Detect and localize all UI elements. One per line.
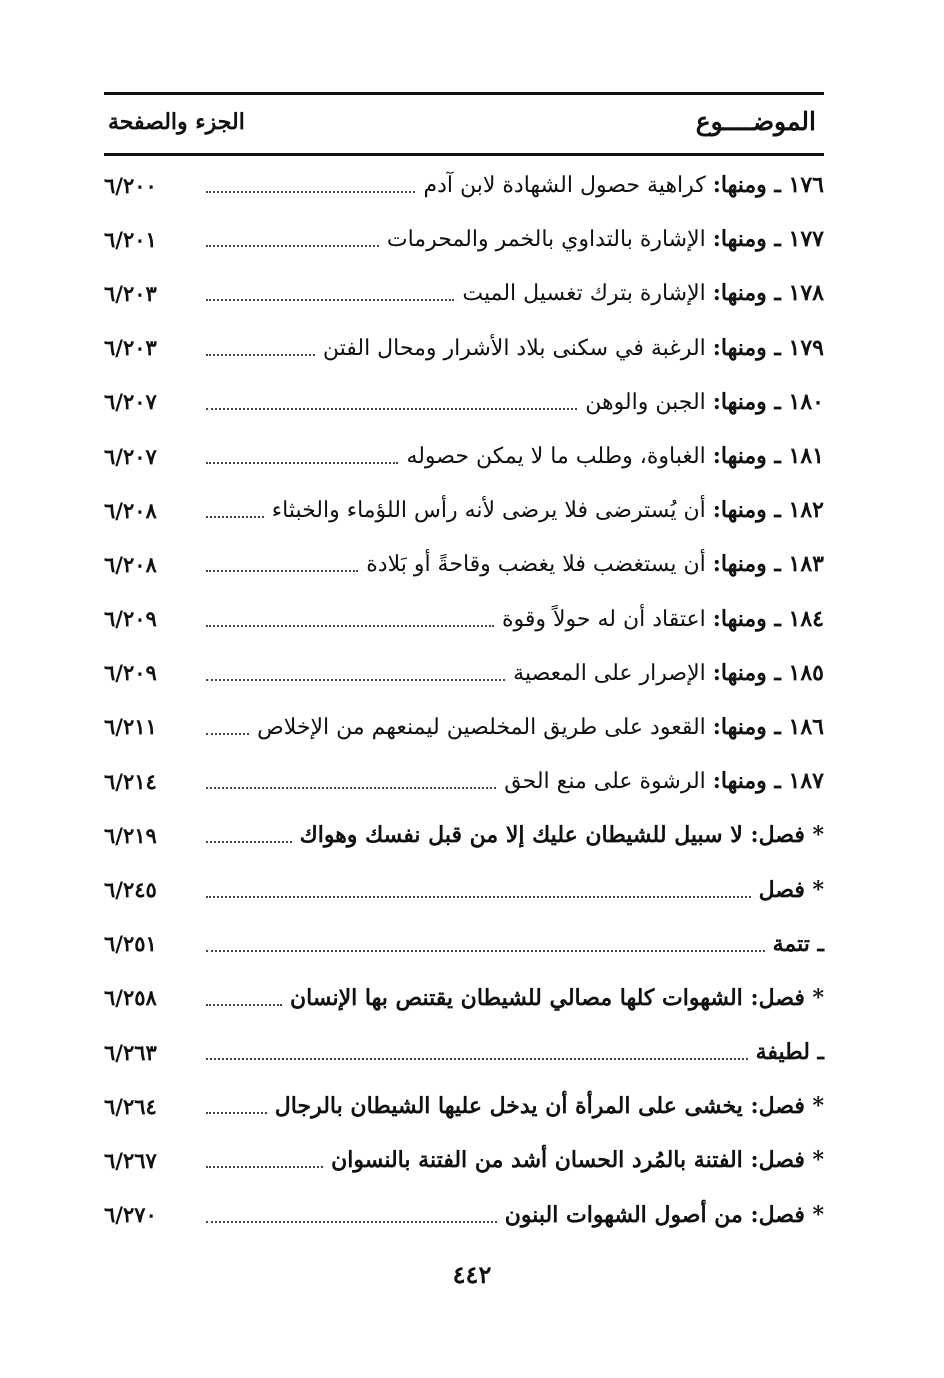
toc-entry-text: القعود على طريق المخلصين ليمنعهم من الإخلاص bbox=[257, 714, 713, 740]
toc-entry-lead: * فصل: bbox=[750, 1147, 824, 1174]
dot-leader bbox=[206, 191, 415, 193]
dot-leader bbox=[206, 787, 496, 789]
dot-leader bbox=[206, 733, 249, 735]
toc-entry-page-ref: ٦/٢٠٩ bbox=[104, 660, 157, 686]
toc-entry bbox=[104, 429, 824, 483]
toc-entry-text: اعتقاد أن له حولاً وقوة bbox=[501, 606, 713, 632]
toc-entry-text: الفتنة بالمُرد الحسان أشد من الفتنة بالنسوان bbox=[331, 1147, 751, 1174]
toc-entry-text: الرغبة في سكنى بلاد الأشرار ومحال الفتن bbox=[322, 335, 713, 361]
toc-entry-lead: ١٨١ ـ ومنها: bbox=[712, 443, 824, 470]
toc-entry-page-ref: ٦/٢٤٥ bbox=[104, 877, 157, 903]
toc-entry-text: الإصرار على المعصية bbox=[513, 660, 713, 686]
toc-entry-text: الغباوة، وطلب ما لا يمكن حصوله bbox=[406, 444, 713, 470]
dot-leader bbox=[206, 354, 315, 356]
toc-entry-lead: ١٧٩ ـ ومنها: bbox=[712, 334, 824, 361]
toc-entry bbox=[104, 917, 824, 971]
toc-entry-title bbox=[275, 1093, 824, 1119]
toc-entry-page-ref: ٦/٢١٤ bbox=[104, 768, 157, 794]
toc-entry bbox=[104, 862, 824, 916]
toc-entry-title bbox=[505, 1202, 824, 1228]
dot-leader bbox=[206, 570, 358, 572]
dot-leader bbox=[206, 1166, 323, 1168]
toc-entry-lead: * فصل bbox=[758, 876, 824, 903]
toc-entry-text: الجبن والوهن bbox=[585, 389, 713, 415]
toc-entry-lead: ١٨٠ ـ ومنها: bbox=[712, 388, 824, 415]
toc-entry bbox=[104, 700, 824, 754]
toc-entry bbox=[104, 1079, 824, 1133]
toc-entry-page-ref: ٦/٢٠٧ bbox=[104, 443, 157, 469]
toc-entry bbox=[104, 212, 824, 266]
toc-entry-text: من أصول الشهوات البنون bbox=[504, 1201, 751, 1228]
toc-entry-page-ref: ٦/٢٦٣ bbox=[104, 1039, 157, 1065]
toc-entry-page-ref: ٦/٢٠٨ bbox=[104, 497, 157, 523]
dot-leader bbox=[206, 1112, 267, 1114]
toc-entry-title bbox=[257, 714, 824, 740]
toc-entry-lead: ١٧٦ ـ ومنها: bbox=[712, 172, 824, 199]
toc-entry-lead: ١٨٧ ـ ومنها: bbox=[712, 768, 824, 795]
toc-entry-page-ref: ٦/٢٧٠ bbox=[104, 1202, 157, 1228]
toc-entry bbox=[104, 592, 824, 646]
toc-entry-lead: ـ لطيفة bbox=[755, 1039, 824, 1066]
toc-entry-title bbox=[387, 226, 824, 252]
dot-leader bbox=[206, 950, 765, 952]
table-of-contents bbox=[104, 158, 824, 1242]
toc-entry-page-ref: ٦/٢٠٣ bbox=[104, 280, 157, 306]
toc-entry-text: الإشارة بالتداوي بالخمر والمحرمات bbox=[386, 227, 713, 253]
toc-entry-page-ref: ٦/٢٥١ bbox=[104, 931, 157, 957]
toc-entry-title bbox=[759, 877, 824, 903]
toc-entry-title bbox=[366, 551, 824, 577]
toc-entry-page-ref: ٦/٢٠٧ bbox=[104, 389, 157, 415]
toc-entry-page-ref: ٦/٢٠٩ bbox=[104, 606, 157, 632]
dot-leader bbox=[206, 841, 292, 843]
dot-leader bbox=[206, 1058, 748, 1060]
toc-entry-title bbox=[323, 335, 824, 361]
header-part-page-label: الجزء والصفحة bbox=[108, 109, 245, 135]
toc-entry bbox=[104, 158, 824, 212]
toc-entry-lead: ـ تتمة bbox=[772, 930, 824, 957]
toc-entry-title bbox=[272, 497, 824, 523]
dot-leader bbox=[206, 625, 494, 627]
dot-leader bbox=[206, 299, 454, 301]
toc-entry bbox=[104, 808, 824, 862]
dot-leader bbox=[206, 408, 577, 410]
toc-entry-page-ref: ٦/٢٦٤ bbox=[104, 1093, 157, 1119]
dot-leader bbox=[206, 516, 264, 518]
toc-entry-title bbox=[290, 985, 824, 1011]
toc-entry bbox=[104, 321, 824, 375]
toc-entry-text: الإشارة بترك تغسيل الميت bbox=[462, 281, 713, 307]
toc-entry-text: كراهية حصول الشهادة لابن آدم bbox=[423, 173, 713, 199]
toc-entry-title bbox=[406, 443, 824, 469]
toc-entry bbox=[104, 646, 824, 700]
toc-entry-page-ref: ٦/٢٠٣ bbox=[104, 335, 157, 361]
toc-entry-text: لا سبيل للشيطان عليك إلا من قبل نفسك وهواك bbox=[299, 822, 751, 849]
dot-leader bbox=[206, 896, 751, 898]
toc-entry-title bbox=[502, 606, 824, 632]
toc-entry-lead: * فصل: bbox=[750, 1093, 824, 1120]
toc-entry-title bbox=[756, 1039, 824, 1065]
toc-entry-text: الرشوة على منع الحق bbox=[504, 769, 713, 795]
toc-entry bbox=[104, 1188, 824, 1242]
toc-entry bbox=[104, 483, 824, 537]
toc-entry bbox=[104, 971, 824, 1025]
toc-entry-text: الشهوات كلها مصالي للشيطان يقتنص بها الإنسان bbox=[289, 984, 751, 1011]
toc-entry bbox=[104, 754, 824, 808]
toc-entry-title bbox=[585, 389, 824, 415]
toc-entry-page-ref: ٦/٢٠٨ bbox=[104, 551, 157, 577]
toc-entry-title bbox=[423, 172, 824, 198]
toc-entry-lead: ١٧٧ ـ ومنها: bbox=[712, 226, 824, 253]
dot-leader bbox=[206, 462, 398, 464]
toc-entry-title bbox=[331, 1147, 824, 1173]
toc-entry-text: أن يستغضب فلا يغضب وقاحةً أو بَلادة bbox=[366, 552, 713, 578]
toc-entry-page-ref: ٦/٢٦٧ bbox=[104, 1147, 157, 1173]
toc-entry-lead: * فصل: bbox=[750, 984, 824, 1011]
toc-entry-lead: ١٨٦ ـ ومنها: bbox=[712, 713, 824, 740]
toc-entry-lead: ١٨٥ ـ ومنها: bbox=[712, 659, 824, 686]
toc-entry-lead: * فصل: bbox=[750, 1201, 824, 1228]
toc-entry-title bbox=[504, 768, 824, 794]
toc-entry-page-ref: ٦/٢٥٨ bbox=[104, 985, 157, 1011]
toc-entry-lead: ١٧٨ ـ ومنها: bbox=[712, 280, 824, 307]
toc-entry bbox=[104, 537, 824, 591]
toc-entry-title bbox=[513, 660, 824, 686]
toc-entry-page-ref: ٦/٢٠٠ bbox=[104, 172, 157, 198]
dot-leader bbox=[206, 245, 379, 247]
toc-entry-title bbox=[773, 931, 824, 957]
toc-entry-page-ref: ٦/٢١٩ bbox=[104, 822, 157, 848]
toc-entry-lead: ١٨٣ ـ ومنها: bbox=[712, 551, 824, 578]
toc-entry-lead: ١٨٤ ـ ومنها: bbox=[712, 605, 824, 632]
toc-entry-page-ref: ٦/٢٠١ bbox=[104, 226, 157, 252]
dot-leader bbox=[206, 1221, 497, 1223]
toc-entry-lead: ١٨٢ ـ ومنها: bbox=[712, 497, 824, 524]
page-number: ٤٤٢ bbox=[452, 1260, 492, 1289]
toc-entry-title bbox=[462, 280, 824, 306]
toc-entry bbox=[104, 1025, 824, 1079]
toc-entry-lead: * فصل: bbox=[750, 822, 824, 849]
dot-leader bbox=[206, 679, 505, 681]
dot-leader bbox=[206, 1004, 282, 1006]
toc-entry-page-ref: ٦/٢١١ bbox=[104, 714, 157, 740]
header-topic-label: الموضــــوع bbox=[695, 107, 816, 136]
toc-entry-text: يخشى على المرأة أن يدخل عليها الشيطان بالرجال bbox=[274, 1093, 751, 1120]
toc-entry-title bbox=[300, 822, 824, 848]
table-header bbox=[104, 92, 824, 156]
toc-entry bbox=[104, 375, 824, 429]
toc-entry-text: أن يُسترضى فلا يرضى لأنه رأس اللؤماء والخبثاء bbox=[271, 498, 713, 524]
toc-entry bbox=[104, 1133, 824, 1187]
toc-entry bbox=[104, 266, 824, 320]
